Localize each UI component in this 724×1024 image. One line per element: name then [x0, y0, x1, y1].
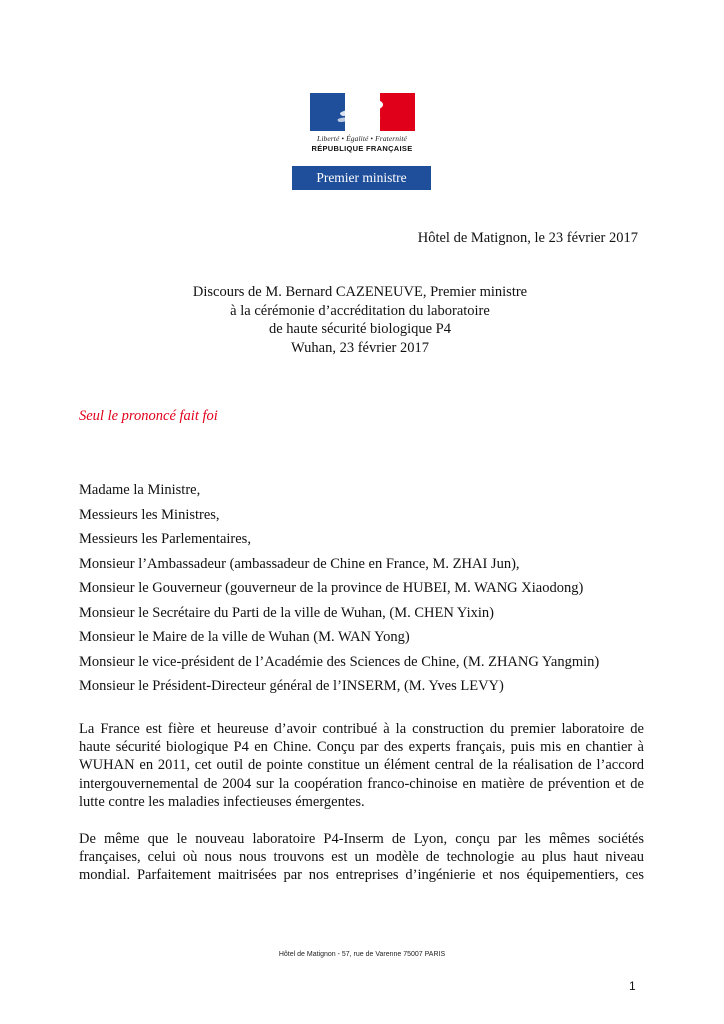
salutation-line: Monsieur le Gouverneur (gouverneur de la province de HUBEI, M. WANG Xiaodong) [79, 580, 584, 596]
salutation-line: Messieurs les Ministres, [79, 506, 220, 523]
speech-title-line: Discours de M. Bernard CAZENEUVE, Premier ministre [192, 284, 528, 300]
salutation-line: Monsieur le Président-Directeur général de l’INSERM, (M. Yves LEVY) [79, 678, 504, 694]
speech-title-line: à la cérémonie d’accréditation du laboratoire [230, 302, 490, 319]
body-paragraph-2 [79, 830, 644, 885]
paragraph-line: intergouvernemental de 2004 sur la coopération franco-chinoise en matière de prévention et de [79, 775, 644, 792]
paragraph-line: haute sécurité biologique P4 en Chine. Conçu par des experts français, puis mis en chantier à [79, 739, 644, 756]
salutations-list [79, 478, 599, 699]
paragraph-line: lutte contre les maladies infectieuses émergentes. [79, 793, 365, 810]
paragraph-line: De même que le nouveau laboratoire P4-Inserm de Lyon, conçu par les mêmes sociétés [79, 831, 644, 847]
logo-motto: Liberté • Égalité • Fraternité [317, 134, 407, 143]
body-paragraph-1 [79, 720, 644, 811]
salutation-line: Monsieur le Secrétaire du Parti de la ville de Wuhan, (M. CHEN Yixin) [79, 604, 494, 621]
salutation-line: Messieurs les Parlementaires, [79, 531, 251, 547]
disclaimer-text: Seul le prononcé fait foi [79, 408, 218, 424]
republique-francaise-logo [292, 93, 432, 185]
paragraph-line: mondial. Parfaitement maitrisées par nos entreprises d’ingénierie et nos équipementiers, ces [79, 867, 644, 884]
paragraph-line: françaises, celui où nous nous trouvons est un modèle de technologie au plus haut niveau [79, 849, 644, 866]
salutation-line: Monsieur l’Ambassadeur (ambassadeur de Chine en France, M. ZHAI Jun), [79, 555, 520, 572]
marianne-flag-emblem [310, 93, 415, 131]
marianne-profile-icon [310, 93, 415, 131]
page-number: 1 [629, 979, 636, 993]
logo-republic-name: RÉPUBLIQUE FRANÇAISE [311, 144, 413, 153]
paragraph-line: WUHAN en 2011, cet outil de pointe constitue un élément central de la réalisation de l’accord [79, 757, 644, 774]
salutation-line: Monsieur le vice-président de l’Académie des Sciences de Chine, (M. ZHANG Yangmin) [79, 653, 600, 670]
dateline: Hôtel de Matignon, le 23 février 2017 [417, 230, 638, 246]
speech-title-line: de haute sécurité biologique P4 [268, 321, 451, 337]
logo-ministry-banner: Premier ministre [292, 166, 431, 190]
speech-title-line: Wuhan, 23 février 2017 [291, 339, 429, 356]
salutation-line: Madame la Ministre, [79, 482, 201, 498]
page-footer-address: Hôtel de Matignon - 57, rue de Varenne 75007 PARIS [278, 951, 446, 958]
salutation-line: Monsieur le Maire de la ville de Wuhan (M. WAN Yong) [79, 629, 410, 645]
paragraph-line: La France est fière et heureuse d’avoir contribué à la construction du premier laboratoire de [79, 721, 644, 737]
speech-title [150, 283, 570, 357]
